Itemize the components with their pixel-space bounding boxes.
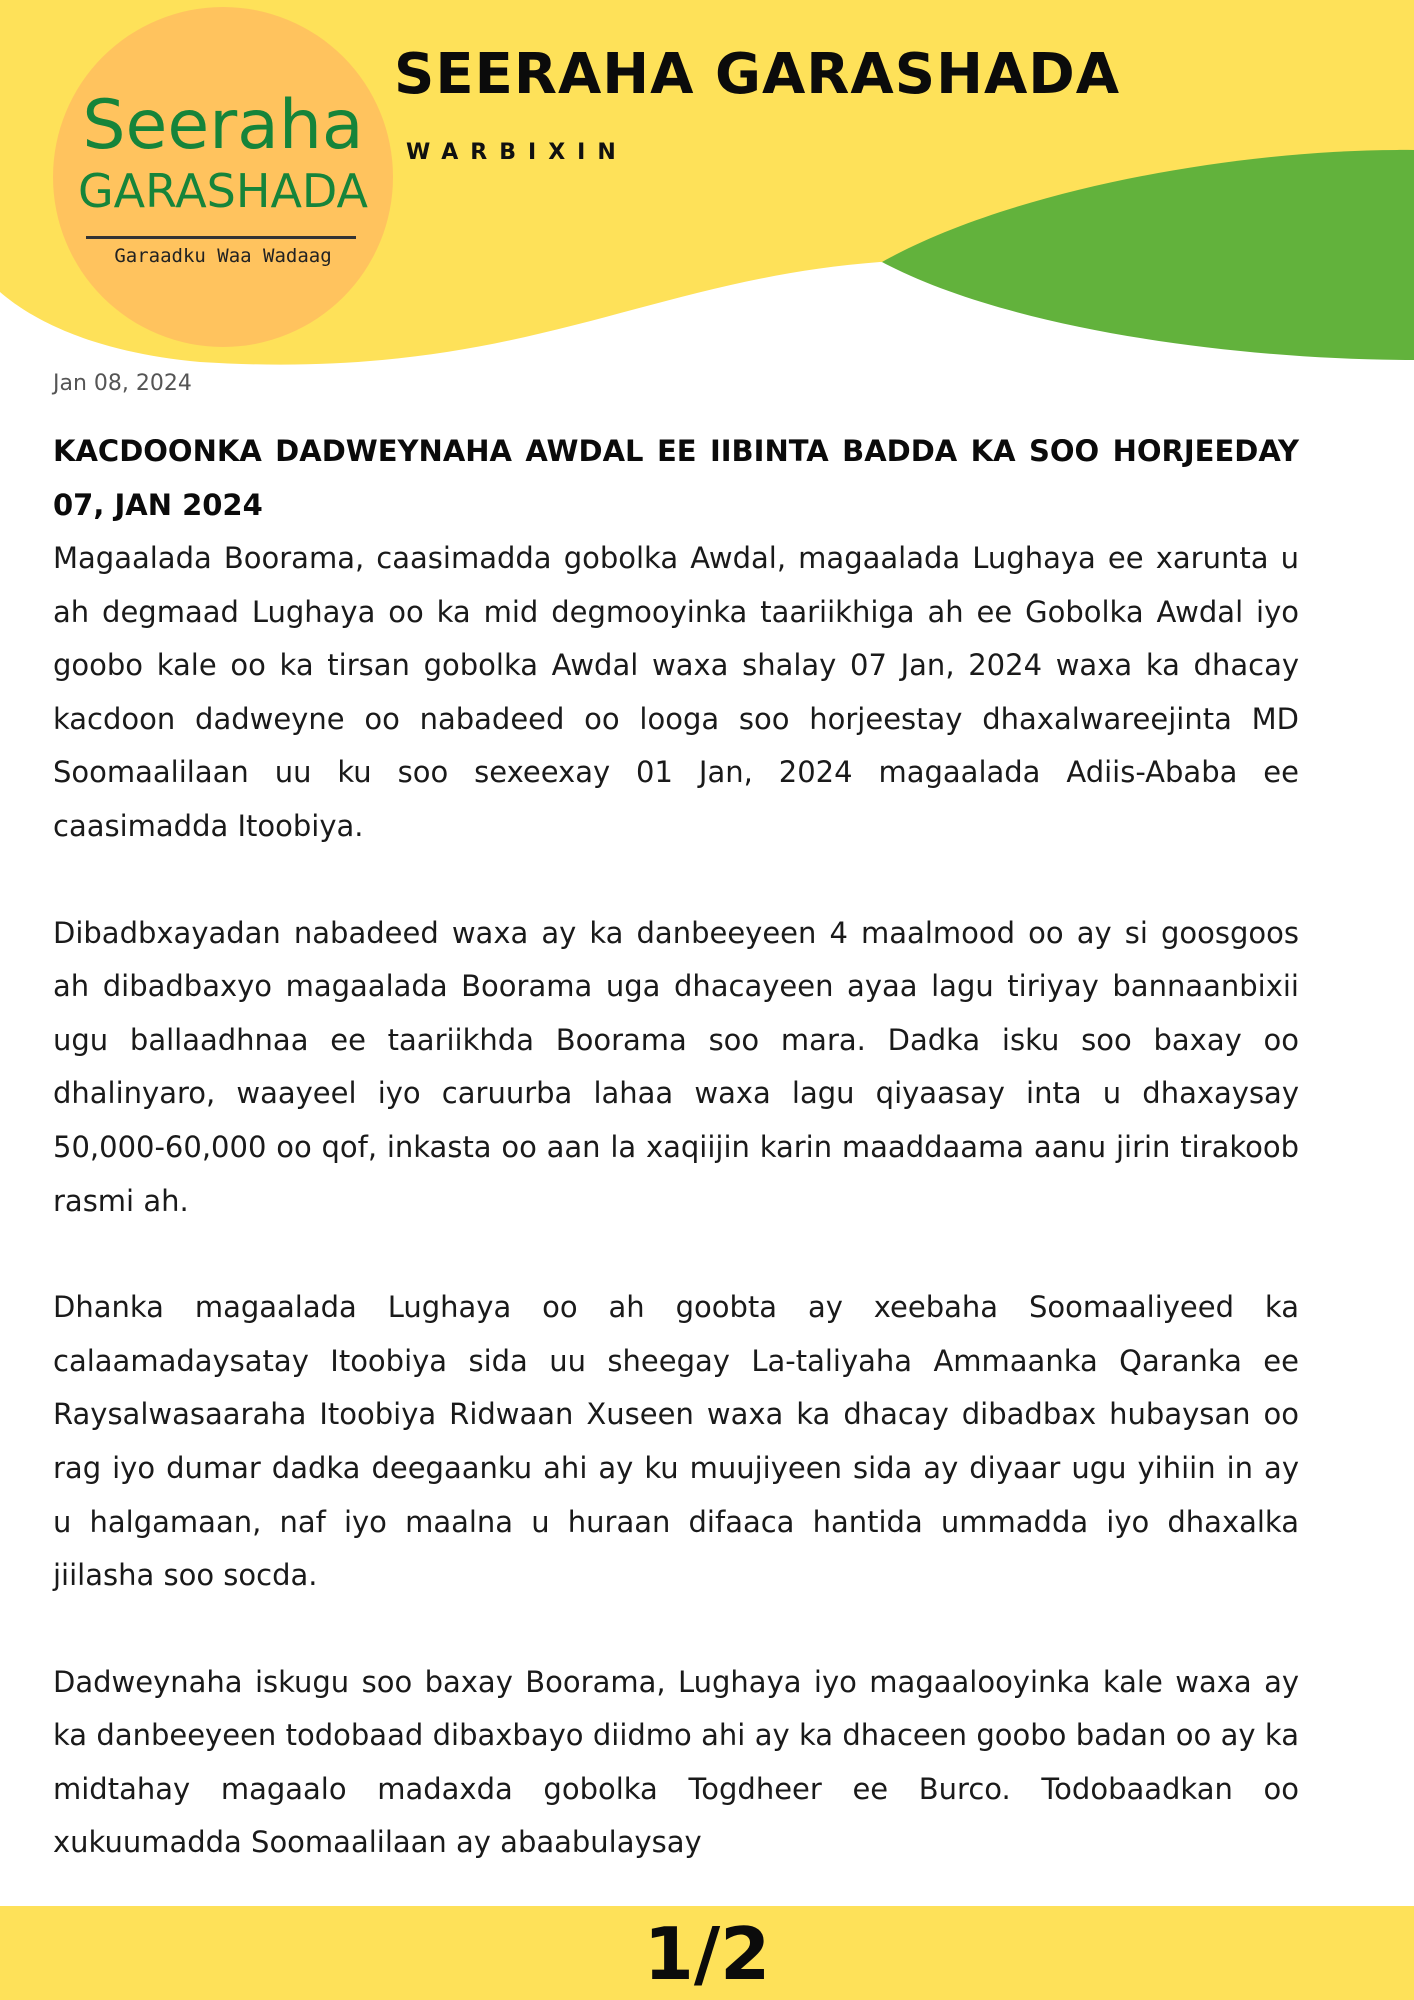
article-body xyxy=(53,424,1299,1923)
site-title: SEERAHA GARASHADA xyxy=(394,42,1121,107)
logo-divider xyxy=(86,236,356,239)
logo-tagline: Garaadku Waa Wadaag xyxy=(114,245,332,267)
article-paragraph: Dibadbxayadan nabadeed waxa ay ka danbeeyeen 4 maalmood oo ay si goosgoos ah dibadbaxyo magaalada Boorama uga dhacayeen ayaa lagu tiriyay bannaanbixii ugu ballaadhnaa ee taariikhda Boorama soo mara. Dadka isku soo baxay oo dhalinyaro, waayeel iyo caruurba lahaa waxa lagu qiyaasay inta u dhaxaysay 50,000-60,000 oo qof, inkasta oo aan la xaqiijin karin maaddaama aanu jirin tirakoob rasmi ah. xyxy=(53,915,1299,1218)
page-number: 1/2 xyxy=(643,1912,771,1996)
logo-wordmark-garashada: GARASHADA xyxy=(77,164,368,218)
article-date: Jan 08, 2024 xyxy=(53,371,192,396)
article-paragraph: Magaalada Boorama, caasimadda gobolka Awdal, magaalada Lughaya ee xarunta u ah degmaad Lughaya oo ka mid degmooyinka taariikhiga ah ee Gobolka Awdal iyo goobo kale oo ka tirsan gobolka Awdal waxa shalay 07 Jan, 2024 waxa ka dhacay kacdoon dadweyne oo nabadeed oo looga soo horjeestay dhaxalwareejinta MD Soomaalilaan uu ku soo sexeexay 01 Jan, 2024 magaalada Adiis-Ababa ee caasimadda Itoobiya. xyxy=(53,541,1299,843)
article-paragraph: Dhanka magaalada Lughaya oo ah goobta ay xeebaha Soomaaliyeed ka calaamadaysatay Itoobiya sida uu sheegay La-taliyaha Ammaanka Qaranka ee Raysalwasaaraha Itoobiya Ridwaan Xuseen waxa ka dhacay dibadbax hubaysan oo rag iyo dumar dadka deegaanku ahi ay ku muujiyeen sida ay diyaar ugu yihiin in ay u halgamaan, naf iyo maalna u huraan difaaca hantida ummadda iyo dhaxalka jiilasha soo socda. xyxy=(53,1290,1299,1593)
article-paragraph: Dadweynaha iskugu soo baxay Boorama, Lughaya iyo magaalooyinka kale waxa ay ka danbeeyeen todobaad dibaxbayo diidmo ahi ay ka dhaceen goobo badan oo ay ka midtahay magaalo madaxda gobolka Togdheer ee Burco. Todobaadkan oo xukuumadda Soomaalilaan ay abaabulaysay xyxy=(53,1664,1299,1860)
site-subtitle: WARBIXIN xyxy=(406,140,628,165)
logo-wordmark-seeraha: Seeraha xyxy=(82,86,364,165)
article-headline: KACDOONKA DADWEYNAHA AWDAL EE IIBINTA BADDA KA SOO HORJEEDAY 07, JAN 2024 xyxy=(53,434,1299,522)
logo xyxy=(53,7,393,347)
